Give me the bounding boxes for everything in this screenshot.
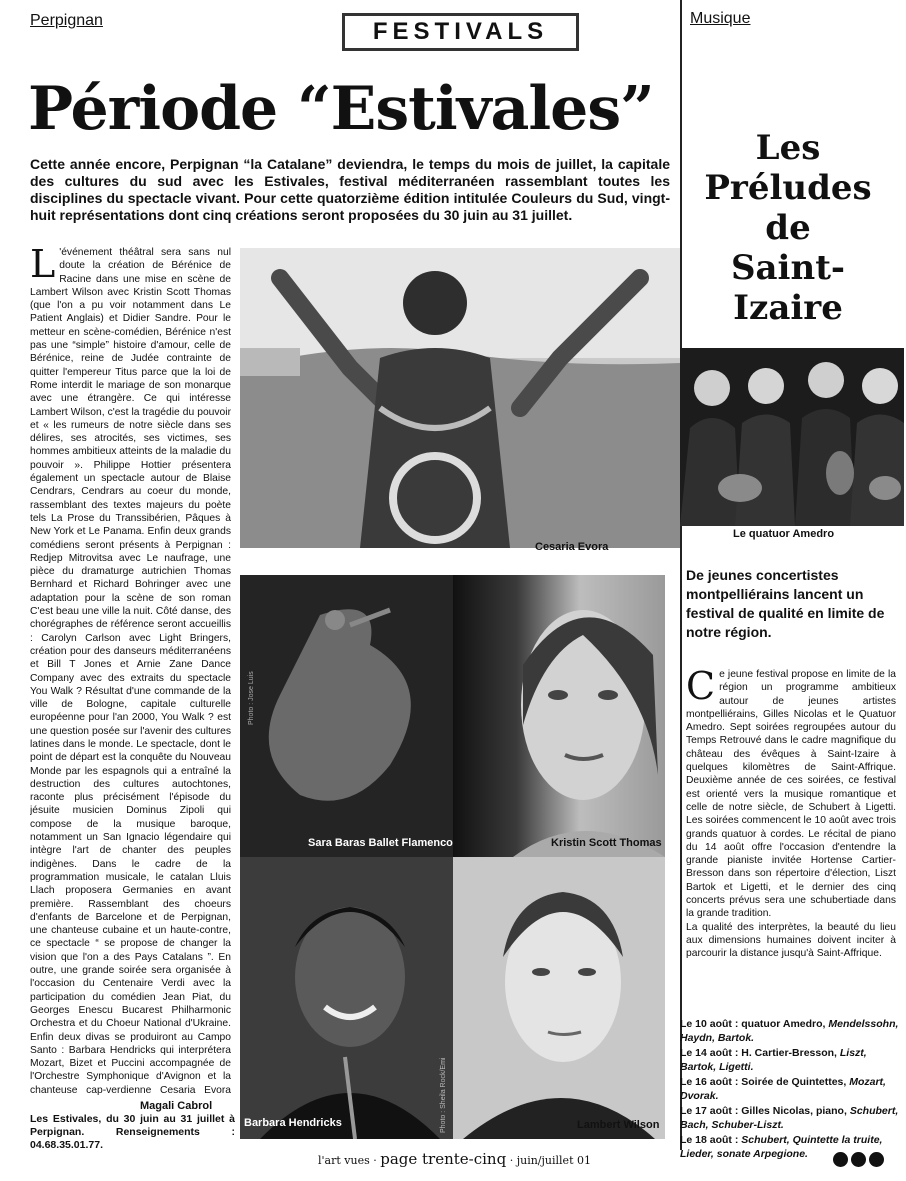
sidebar-title-line-4: Saint-Izaire bbox=[730, 248, 846, 328]
cesaria-illustration bbox=[240, 248, 680, 548]
caption-cesaria: Cesaria Evora bbox=[535, 541, 609, 553]
article-chapo: Cette année encore, Perpignan “la Catalane” deviendra, le temps du mois de juillet, la capitale des cultures du sud avec les Estivales, festival méditerranéen rassemblant toutes les disciplines du spectacle vivant. Pour cette quatorzième édition intitulée Couleurs du Sud, vingt-huit représentations dont cinq créations seront proposées du 30 juin au 31 juillet. bbox=[30, 156, 670, 223]
kristin-illustration bbox=[453, 575, 665, 857]
sidebar-title-line-1: Les bbox=[755, 128, 821, 168]
footer-date: juin/juillet 01 bbox=[516, 1154, 591, 1167]
article-body bbox=[30, 246, 231, 1098]
article-title: Période “Estivales” bbox=[28, 74, 654, 144]
sidebar-lead: De jeunes concertistes montpelliérains lancent un festival de qualité en limite de notre région. bbox=[686, 567, 885, 640]
article-body-text: Pour le metteur en scène-comédien, Bérénice n'est pas une “simple” histoire d'amour, celle de Bérénice, reine de Judée contrainte de quitter l'empereur Titus parce que la loi de Rome interdit le mariage de son monarque avec une étrangère. Ce qui intéresse Lambert Wilson, c'est la tragédie du pouvoir et « les rumeurs de notre siècle dans ses délires, ses atrocités, ses victimes, ses hommes ambitieux atteints de la maladie du pouvoir ». Philippe Hottier présentera également un spectacle autour de Blaise Cendrars, Cendrars au coeur du monde, rassemblant des textes majeurs du poète tels La Prose du Transsibérien, Pâques à New York et Le Panama. Enfin deux grands comédiens seront présents à Perpignan : Redjep Mitrovitsa avec Le naufrage, une pièce du dramaturge autrichien Thomas Bernhard et Richard Bohringer avec une adaptation pour la scène de son roman C'est beau une ville la nuit. Côté danse, des chorégraphes de référence seront accueillis : Carolyn Carlson avec Light Bringers, création pour des danseurs méditerranéens et Bill T Jones et Arnie Zane Dance Company avec des extraits du spectacle You Walk ? Résultat d'une commande de la ville de Bologne, capitale culturelle européenne pour l'an 2000, You Walk ? est une question posée sur l'avenir des cultures latines dans le monde. Le spectacle, dont le point de départ est la conquête du Nouveau Monde par les espagnols qui a entraîné la destruction des cultures autochtones, raconte plus précisément l'épisode du jésuite musicien Dominus Zipoli qui compose de la musique baroque, notamment un San Ignacio légendaire qui intègre l'art de chanter des peuples indigènes. Dans le cadre de la programmation musicale, le catalan Lluis Llach proposera Germanies en avant première. Rassemblant des choeurs d'enfants de Barcelone et de Perpignan, une chanteuse cubaine et un haute-contre, ce spectacle “ se propose de changer la vision que l'on a des Pays Catalans ”. En outre, une grande soirée sera organisée à l'occasion du Centenaire Verdi avec la participation du comédien Jean Piat, du Georges Enescu Bucarest Philharmonic Orchestra et du Choeur National d'Ukraine. Enfin deux divas se produiront au Campo Santo : Barbara Hendricks qui interprétera Mozart, Bizet et Puccini accompagnée de l'Orchestre Symphonique d'Avignon et la chanteuse cap-verdienne Cesaria Evora bbox=[30, 313, 231, 1096]
caption-lambert: Lambert Wilson bbox=[577, 1119, 660, 1131]
date-item: Le 17 août : Gilles Nicolas, piano, Schubert, Bach, Schuber-Liszt. bbox=[680, 1105, 899, 1131]
footer-magazine: l'art vues bbox=[318, 1154, 370, 1167]
photo-quatuor-amedro bbox=[680, 348, 904, 526]
rubric-festivals: FESTIVALS bbox=[342, 13, 579, 51]
section-label-musique: Musique bbox=[690, 10, 751, 27]
article-dropcap: L bbox=[30, 246, 56, 286]
article-info: Les Estivales, du 30 juin au 31 juillet à Perpignan. Renseignements : 04.68.35.01.77. bbox=[30, 1113, 235, 1151]
sidebar-body bbox=[686, 664, 896, 961]
lambert-illustration bbox=[453, 857, 665, 1139]
caption-kristin: Kristin Scott Thomas bbox=[551, 837, 662, 849]
sara-credit: Photo : Jose Luis bbox=[248, 671, 255, 725]
page-footer: l'art vues · page trente-cinq · juin/juillet 01 bbox=[318, 1150, 591, 1168]
photo-sara-baras bbox=[240, 575, 453, 857]
sidebar-body-text: e jeune festival propose en limite de la région un programme ambitieux autour de jeunes artistes montpelliérains, Gilles Nicolas et le Quatuor Amedro. Sept soirées regroupées autour du Temps Retrouvé dans le cadre magnifique du château des évêques à Saint-Izaire à quelques kilomètres de Saint-Affrique. Deuxième année de ces soirées, ce festival est orienté vers la musique romantique et celle de notre siècle, de Schubert à Ligetti. Les soirées commencent le 10 août avec trois grands quatuor à cordes. Le récital de piano du 14 août offre l'occasion d'entendre la grande pianiste invitée Hortense Cartier-Bresson dans son répertoire d'élection, Liszt Bartok et Ligetti, et le dernier des cinq concerts prévus sera une schubertiade dans la grande tradition. bbox=[686, 669, 896, 920]
photo-cesaria-evora bbox=[240, 248, 680, 548]
caption-barbara: Barbara Hendricks bbox=[244, 1117, 342, 1129]
sidebar-title bbox=[686, 128, 890, 328]
concert-dates bbox=[680, 1018, 904, 1163]
footer-dots bbox=[830, 1152, 884, 1172]
caption-quatuor: Le quatuor Amedro bbox=[733, 528, 835, 540]
dot-icon bbox=[851, 1152, 866, 1167]
footer-page: page trente-cinq bbox=[380, 1150, 507, 1168]
dot-icon bbox=[833, 1152, 848, 1167]
sidebar-body-text-2: La qualité des interprètes, la beauté du lieu aux dimensions humaines doivent inciter à parcourir la distance jusqu'à Saint-Affrique. bbox=[686, 921, 896, 960]
barbara-illustration bbox=[240, 857, 453, 1139]
date-item: Le 18 août : Schubert, Quintette la truite, Lieder, sonate Arpegione. bbox=[680, 1134, 883, 1160]
date-item: Le 14 août : H. Cartier-Bresson, Liszt, Bartok, Ligetti. bbox=[680, 1047, 867, 1073]
photo-kristin-scott-thomas bbox=[453, 575, 665, 857]
photo-lambert-wilson bbox=[453, 857, 665, 1139]
column-divider bbox=[680, 0, 682, 1150]
sidebar-dropcap: C bbox=[686, 664, 716, 708]
caption-sara: Sara Baras Ballet Flamenco bbox=[308, 837, 453, 849]
quatuor-illustration bbox=[680, 348, 904, 526]
article-body-start: 'événement théâtral sera sans nul doute la création de Bérénice de Racine dans une mise en scène de Lambert Wilson avec Kristin Scott Thomas (que l'on a pu voir notamment dans Le Patient Anglais) et Didier Sandre. bbox=[30, 247, 231, 325]
date-item: Le 10 août : quatuor Amedro, Mendelssohn, Haydn, Bartok. bbox=[680, 1018, 899, 1044]
date-item: Le 16 août : Soirée de Quintettes, Mozart, Dvorak. bbox=[680, 1076, 886, 1102]
sidebar-title-line-3: de bbox=[765, 208, 811, 248]
barbara-credit: Photo : Sheila Rock/Emi bbox=[440, 1057, 447, 1133]
article-author: Magali Cabrol bbox=[140, 1100, 213, 1112]
dot-icon bbox=[869, 1152, 884, 1167]
section-label-perpignan: Perpignan bbox=[30, 12, 103, 29]
photo-barbara-hendricks bbox=[240, 857, 453, 1139]
sidebar-title-line-2: Préludes bbox=[704, 168, 872, 208]
sara-illustration bbox=[240, 575, 453, 857]
